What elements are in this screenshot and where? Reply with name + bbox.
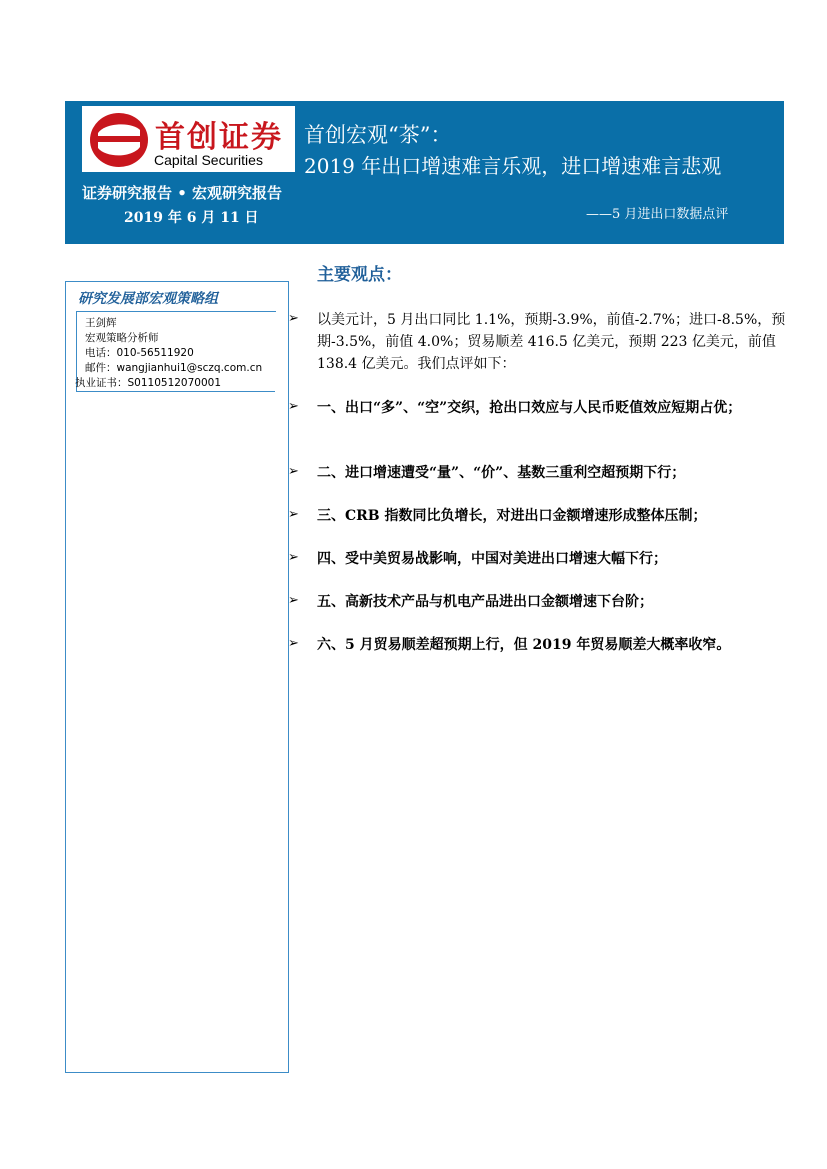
logo-chinese-text: 首创证券 [155, 120, 283, 155]
summary-bullet [288, 311, 788, 377]
analyst-card [76, 312, 275, 392]
bullet-arrow-icon: ➢ [288, 550, 299, 565]
analyst-title: 宏观策略分析师 [85, 332, 159, 344]
report-subtitle: ——5 月进出口数据点评 [586, 207, 729, 222]
list-item [288, 464, 788, 486]
bullet-arrow-icon: ➢ [288, 507, 299, 522]
bullet-arrow-icon: ➢ [288, 399, 299, 414]
sidebar-panel [65, 281, 289, 1073]
point-text: 五、高新技术产品与机电产品进出口金额增速下台阶； [317, 594, 653, 610]
summary-text: 以美元计，5 月出口同比 1.1%，预期-3.9%，前值-2.7%；进口-8.5%，预期-3.5%，前值 4.0%；贸易顺差 416.5 亿美元，预期 223 亿美元，前值 138.4 亿美元。我们点评如下： [317, 312, 786, 372]
point-text: 一、出口“多”、“空”交织，抢出口效应与人民币贬值效应短期占优； [317, 400, 742, 416]
analyst-email[interactable]: 邮件：wangjianhui1@sczq.com.cn [85, 362, 263, 374]
team-name: 研究发展部宏观策略组 [78, 291, 218, 307]
analyst-phone: 电话：010-56511920 [85, 347, 194, 359]
list-item [288, 636, 788, 680]
logo-emblem-icon [88, 110, 150, 170]
report-main-title: 2019 年出口增速难言乐观，进口增速难言悲观 [304, 154, 722, 178]
point-text: 六、5 月贸易顺差超预期上行，但 2019 年贸易顺差大概率收窄。 [317, 637, 731, 653]
point-text: 四、受中美贸易战影响，中国对美进出口增速大幅下行； [317, 551, 667, 567]
bullet-arrow-icon: ➢ [288, 593, 299, 608]
list-item [288, 507, 788, 529]
key-points-heading: 主要观点： [317, 265, 402, 285]
analyst-name: 王剑辉 [85, 317, 117, 329]
point-text: 三、CRB 指数同比负增长，对进出口金额增速形成整体压制； [317, 508, 707, 524]
analyst-license: 执业证书：S0110512070001 [75, 377, 222, 389]
list-item [288, 593, 788, 615]
logo-english-text: Capital Securities [154, 152, 263, 168]
report-series-title: 首创宏观“茶”： [304, 123, 452, 147]
report-date: 2019 年 6 月 11 日 [124, 210, 259, 226]
bullet-arrow-icon: ➢ [288, 311, 299, 326]
list-item [288, 550, 788, 572]
report-type-label: 证券研究报告 • 宏观研究报告 [82, 184, 283, 202]
company-logo [82, 106, 295, 172]
point-text: 二、进口增速遭受“量”、“价”、基数三重利空超预期下行； [317, 465, 686, 481]
bullet-arrow-icon: ➢ [288, 464, 299, 479]
list-item [288, 399, 788, 443]
bullet-arrow-icon: ➢ [288, 636, 299, 651]
